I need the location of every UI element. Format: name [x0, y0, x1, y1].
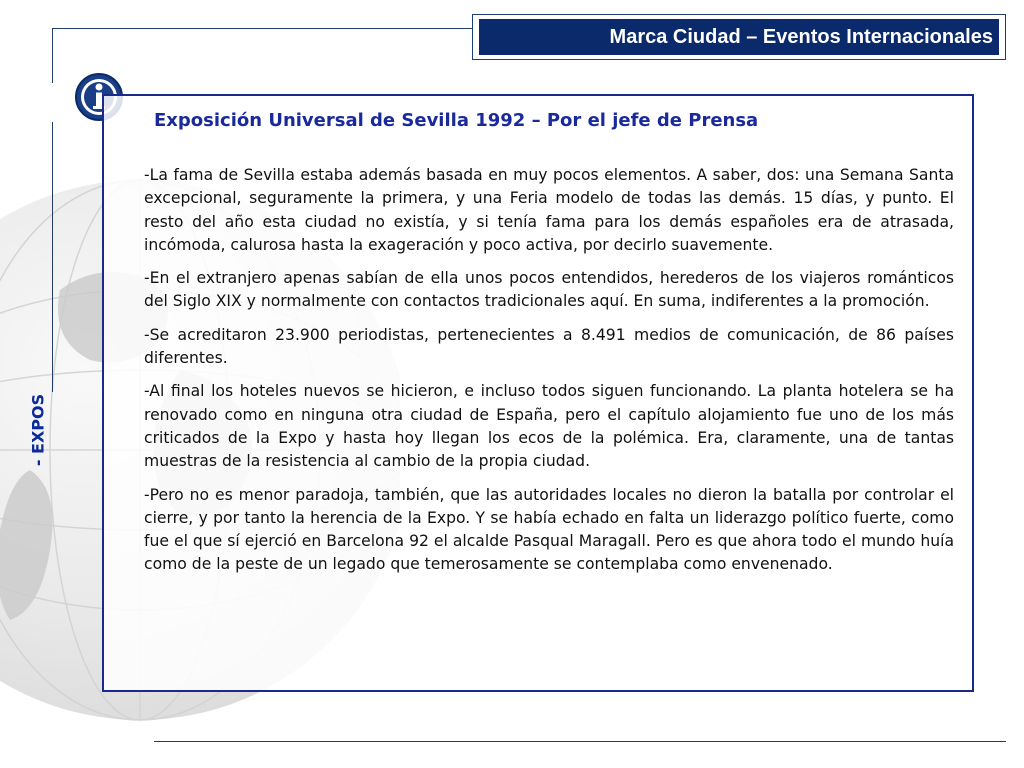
paragraph: -Al final los hoteles nuevos se hicieron, e incluso todos siguen funcionando. La planta hotelera se ha renovado como en ninguna otra ciudad de España, pero el capítulo alojamiento fue uno de los más criticados de la Expo y hasta hoy llegan los ecos de la polémica. Era, claramente, una de tantas muestras de la resistencia al cambio de la propia ciudad.	[144, 382, 954, 471]
paragraph: -La fama de Sevilla estaba además basada en muy pocos elementos. A saber, dos: una Semana Santa excepcional, seguramente la primera, y una Feria modelo de todas las demás. 15 días, y punto. El resto del año esta ciudad no existía, y si tenía fama para los demás españoles era de atrasada, incómoda, calurosa hasta la exageración y poco activa, por decirlo suavemente.	[144, 166, 954, 254]
paragraph: -En el extranjero apenas sabían de ella unos pocos entendidos, herederos de los viajeros románticos del Siglo XIX y normalmente con contactos tradicionales aquí. En suma, indiferentes a la promoción.	[144, 269, 954, 311]
frame-top-line	[52, 28, 472, 29]
header-banner	[472, 14, 1006, 60]
side-section-text: - EXPOS	[28, 393, 48, 467]
side-section-label	[26, 370, 50, 490]
page-title: Exposición Universal de Sevilla 1992 – Por el jefe de Prensa	[154, 110, 759, 131]
content-panel	[102, 94, 974, 692]
header-title: Marca Ciudad – Eventos Internacionales	[479, 19, 999, 55]
paragraph: -Pero no es menor paradoja, también, que las autoridades locales no dieron la batalla por controlar el cierre, y por tanto la herencia de la Expo. Y se había echado en falta un liderazgo político fuerte, como fue el que sí ejerció en Barcelona 92 el alcalde Pasqual Maragall. Pero es que ahora todo el mundo huía como de la peste de un legado que temerosamente se contemplaba como envenenado.	[144, 485, 954, 574]
frame-left-line	[52, 28, 53, 83]
frame-left-line-lower	[52, 122, 53, 392]
body-text	[144, 164, 954, 587]
footer-rule	[154, 741, 1006, 742]
paragraph: -Se acreditaron 23.900 periodistas, pertenecientes a 8.491 medios de comunicación, de 86 países diferentes.	[144, 325, 954, 368]
